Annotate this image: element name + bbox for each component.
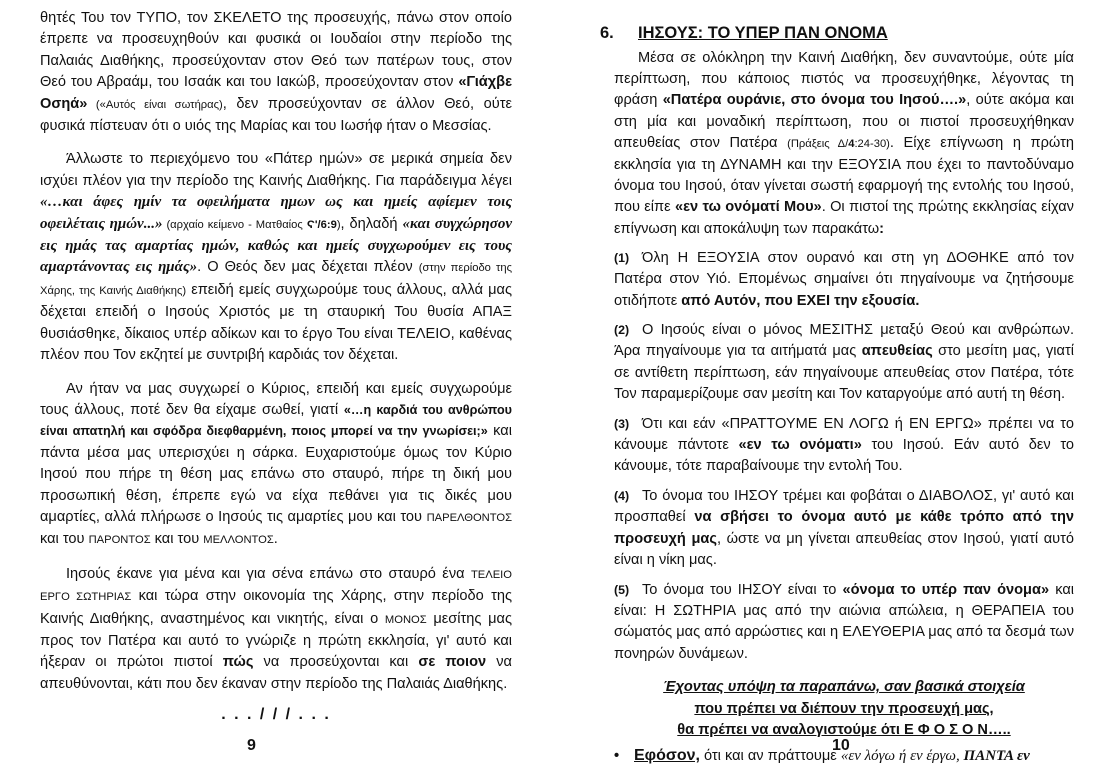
text-run: Μέσα σε ολόκληρη την Καινή Διαθήκη, δεν συναντούμε, ούτε μία περίπτωση, που κάποιος πιστός να προσευχήθηκε, λέγοντας τη φράση <box>614 50 1074 109</box>
text-run: επειδή εμείς συγχωρούμε τους άλλους, αλλά μας δέχεται επειδή ο Ιησούς Χριστός με τη σταυρική Του θυσία ΑΠΑΞ θυσιάσθηκε, δίκαιος υπέρ αδίκων και το έργο Του είναι ΤΕΛΕΙΟ, καθένας πλέον που Τον εκζητεί με συντριβή καρδιάς τον δέχεται. <box>40 281 512 364</box>
small-caps-word: ΜΟΝΟΣ <box>384 613 427 626</box>
text-run: , ώστε να μη γίνεται απευθείας στον Ιησού, γιατί αυτό είναι η νίκη μας. <box>614 530 1074 569</box>
text-run: Ιησούς έκανε για μένα και για σένα επάνω στο σταυρό ένα <box>66 565 471 582</box>
reference-bold: Ϛ'/6:9 <box>306 218 337 231</box>
text-run: , ούτε ακόμα και στη μία και μοναδική περίπτωση, που οι πιστοί προσευχήθηκαν απευθείας στον Πατέρα <box>614 92 1074 151</box>
summary-line-2: που πρέπει να διέπουν την προσευχή μας, <box>694 700 994 717</box>
text-run: ότι και αν πράττουμε <box>699 748 841 765</box>
list-item-number: (2) <box>614 323 630 338</box>
right-page <box>552 0 1104 769</box>
text-run: μεσίτης μας προς τον Πατέρα και αυτό το γνώριζε η πρώτη εκκλησία, γι' αυτό και ήξεραν οι πρώτοι πιστοί <box>40 610 512 671</box>
text-run: και πάντα μέσα μας υπερισχύει η σάρκα. Ευχαριστούμε όμως τον Κύριο Ιησού που πήρε τη θέση μας επάνω στο σταυρό, πήρε τη δική μου προσωπική θέση, έπρεπε εγώ να είχα πεθάνει για τις δικές μου αμαρτίες, αλλά πλήρωσε ο Ιησούς τις αμαρτίες μου και του <box>40 423 512 525</box>
bold-quote: «εν τω ονόματί Μου» <box>674 199 822 216</box>
text-run: στο μεσίτη μας, γιατί σε αντίθετη περίπτωση, εάν πηγαίνουμε απευθείας στον Πατέρα, τότε Τον παραμερίζουμε σαν μεσίτη και Τον καταργούμε από αυτή τη θέση. <box>614 343 1074 403</box>
bold-word: σε ποιον <box>418 654 487 671</box>
list-item-number: (4) <box>614 488 630 503</box>
list-item <box>614 414 1074 478</box>
text-run: και είναι: Η ΣΩΤΗΡΙΑ μας από την αιώνια απώλεια, η ΘΕΡΑΠΕΙΑ του σώματός μας από αρρώστιες και η ΕΛΕΥΘΕΡΙΑ μας από τα δεσμά των πονηρών δυνάμεων. <box>614 581 1074 662</box>
summary-efoson: Ε Φ Ο Σ Ο Ν….. <box>903 721 1011 738</box>
intro-paragraph <box>614 48 1074 240</box>
bible-quote: «και συγχώρησον εις ημάς τας αμαρτίας ημών, καθώς και ημείς συγχωρούμεν εις τους αμαρτάνοντας εις ημάς» <box>40 215 512 276</box>
paragraph-3 <box>40 379 512 552</box>
small-note: (στην περίοδο της Χάρης, της Καινής Διαθήκης) <box>40 262 513 297</box>
list-item <box>614 580 1074 666</box>
text-run: Το όνομα του ΙΗΣΟΥ είναι το <box>642 581 843 598</box>
bible-quote: «εν λόγω ή εν έργω, <box>840 748 964 765</box>
bold-quote: «…η καρδιά του ανθρώπου είναι απατηλή και σφόδρα διεφθαρμένη, ποιος μπορεί να την γνωρίσει;» <box>40 402 512 439</box>
reference-close: :24-30) <box>854 137 890 150</box>
list-item-number: (3) <box>614 416 630 431</box>
text-run: του Ιησού. Εάν αυτό δεν το κάνουμε, τότε παραβαίνουμε την εντολή Του. <box>614 437 1074 475</box>
bold-word: πώς <box>222 654 254 671</box>
list-item <box>614 486 1074 572</box>
bold-phrase: από Αυτόν, που ΕΧΕΙ την εξουσία. <box>681 292 920 309</box>
text-run: . Οι πιστοί της πρώτης εκκλησίας είχαν επίγνωση και αποκάλυψη των παρακάτω <box>614 199 1074 237</box>
text-run: να απευθύνονται, κάτι που δεν έκαναν στην περίοδο της Παλαιάς Διαθήκης. <box>40 654 512 692</box>
list-item-number: (1) <box>614 250 630 265</box>
text-run: Όλη Η ΕΞΟΥΣΙΑ στον ουρανό και στη γη ΔΟΘΗΚΕ από τον Πατέρα στον Υιό. Επομένως σημαίνει ότι πηγαίνουμε να ζητήσουμε οτιδήποτε <box>614 249 1074 309</box>
text-run: Το όνομα του ΙΗΣΟΥ τρέμει και φοβάται ο ΔΙΑΒΟΛΟΣ, γι' αυτό και προσπαθεί <box>614 487 1074 526</box>
text-run: και τώρα στην οικονομία της Χάρης, στην περίοδο της Καινής Διαθήκης, αναστημένος και νικητής, είναι ο <box>40 588 512 627</box>
paragraph-2 <box>40 149 512 366</box>
small-note: («Αυτός είναι σωτήρας) <box>87 98 223 111</box>
small-caps-word: ΠΑΡΕΛΘΟΝΤΟΣ <box>426 511 512 524</box>
bold-phrase: απευθείας <box>861 343 933 360</box>
text-run: να προσεύχονται και <box>253 654 419 671</box>
text-run: Αν ήταν να μας συγχωρεί ο Κύριος, επειδή και εμείς συγχωρούμε τους άλλους, ποτέ δεν θα είχαμε σωθεί, γιατί <box>40 380 512 418</box>
bible-quote: «…και άφες ημίν τα οφειλήματα ημων ως και ημείς αφίεμεν τοις οφειλέταις ημών...» <box>40 194 512 232</box>
chapter-title: ΙΗΣΟΥΣ: ΤΟ ΥΠΕΡ ΠΑΝ ΟΝΟΜΑ <box>638 24 888 42</box>
list-item-number: (5) <box>614 582 630 597</box>
reference-bold: 4 <box>848 137 855 150</box>
page-number-right: 10 <box>832 737 850 754</box>
text-run: , δεν προσεύχονταν σε άλλον Θεό, ούτε φυσικά πίστευαν ότι ο υιός της Μαρίας και του Ιωσήφ ήταν ο Μεσσίας. <box>40 95 512 135</box>
bible-quote-bold: ΠΑΝΤΑ εν <box>963 748 1030 765</box>
bold-quote: «Πατέρα ουράνιε, στο όνομα του Ιησού….» <box>662 92 967 109</box>
section-separator: . . . / / / . . . <box>221 706 331 723</box>
paragraph-1 <box>40 8 512 137</box>
bold-phrase: να σβήσει το όνομα αυτό με κάθε τρόπο από την προσευχή μας <box>614 509 1074 547</box>
text-run: . Είχε επίγνωση η πρώτη εκκλησία για τη ΔΥΝΑΜΗ και την ΕΞΟΥΣΙΑ που έχει το παντοδύναμο όνομα του Ιησού, όταν γίνεται σωστή εφαρμογή της εντολής του Ιησού, που είπε <box>614 134 1074 216</box>
reference: (αρχαίο κείμενο - Ματθαίος <box>162 218 307 231</box>
bold-phrase: «εν τω ονόματι» <box>738 437 862 454</box>
text-run: και του <box>150 531 204 548</box>
small-caps-word: ΠΑΡΟΝΤΟΣ <box>88 534 151 547</box>
bullet-dot: • <box>614 748 620 765</box>
small-caps-word: ΜΕΛΛΟΝΤΟΣ <box>203 534 274 547</box>
summary-line-1: Έχοντας υπόψη τα παραπάνω, σαν βασικά στοιχεία <box>663 679 1025 696</box>
reference-close: ) <box>336 218 341 231</box>
small-caps-phrase: ΤΕΛΕΙΟ ΕΡΓΟ ΣΩΤΗΡΙΑΣ <box>40 568 512 604</box>
list-item <box>614 248 1074 312</box>
text-run: θητές Του τον ΤΥΠΟ, τον ΣΚΕΛΕΤΟ της προσευχής, πάνω στον οποίο έπρεπε να προσευχηθούν και φυσικά οι Ιουδαίοι στην περίοδο της Παλαιάς Διαθήκης, προσεύχονταν στον Θεό των πατέρων τους, στον Θεό του Αβραάμ, του Ισαάκ και του Ιακώβ, προσεύχονταν στον <box>40 10 512 91</box>
text-run: . Ο Θεός δεν μας δέχεται πλέον <box>197 259 419 276</box>
numbered-list <box>614 248 1074 665</box>
text-run: , δηλαδή <box>340 215 403 232</box>
paragraph-4 <box>40 564 512 695</box>
text-run: Ο Ιησούς είναι ο μόνος ΜΕΣΙΤΗΣ μεταξύ Θεού και ανθρώπων. Άρα πηγαίνουμε για τα αιτήματά μας <box>614 322 1074 360</box>
bold-phrase: «όνομα το υπέρ παν όνομα» <box>842 581 1050 598</box>
text-run: . <box>273 531 278 548</box>
summary-line-3-text: θα πρέπει να αναλογιστούμε ότι <box>677 721 904 738</box>
chapter-heading <box>600 22 1074 44</box>
bullet-keyword: Εφόσον, <box>634 747 700 765</box>
reference: (Πράξεις Δ/ <box>787 137 849 150</box>
page-number-left: 9 <box>247 737 256 754</box>
bold-quote: «Γιάχβε Οσηά» <box>40 74 512 112</box>
text-run: Άλλωστε το περιεχόμενο του «Πάτερ ημών» σε μερικά σημεία δεν ισχύει πλέον για την περίοδο της Καινής Διαθήκης. Για παράδειγμα λέγει <box>40 151 512 189</box>
chapter-number: 6. <box>600 24 614 42</box>
text-run: και του <box>40 531 89 548</box>
summary-block <box>614 677 1074 741</box>
list-item <box>614 320 1074 406</box>
text-run: Ότι και εάν «ΠΡΑΤΤΟΥΜΕ ΕΝ ΛΟΓΩ ή ΕΝ ΕΡΓΩ» πρέπει να το κάνουμε πάντοτε <box>614 415 1074 454</box>
bold-colon: : <box>879 220 885 237</box>
